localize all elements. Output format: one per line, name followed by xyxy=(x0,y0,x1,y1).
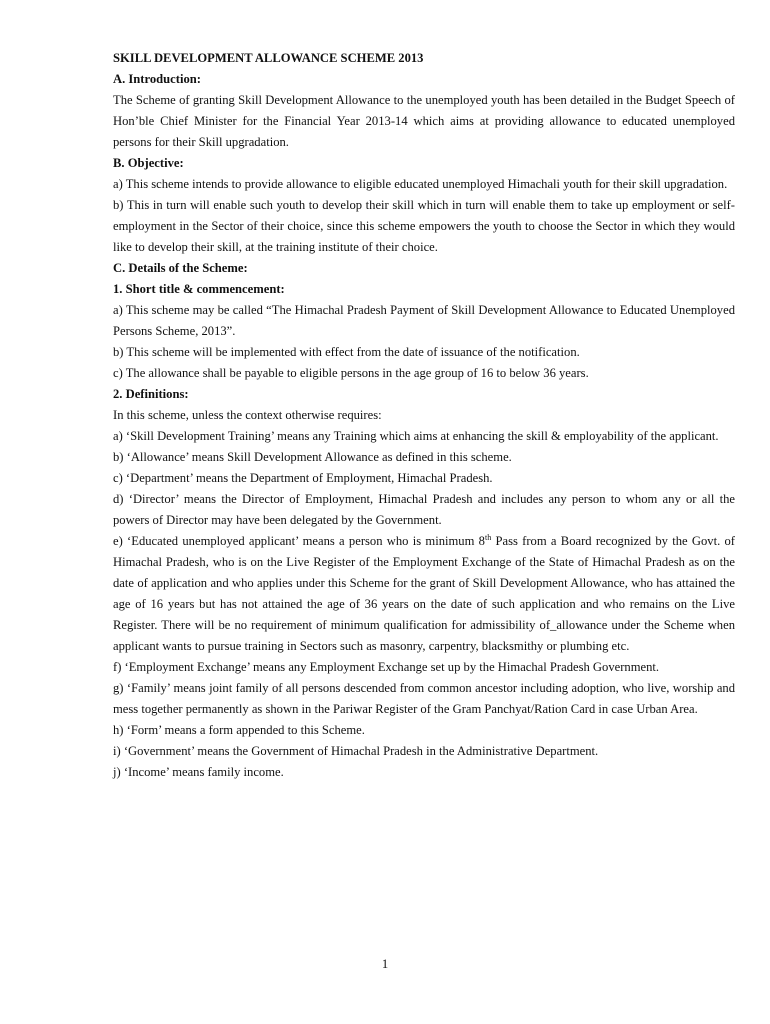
definition-e-superscript: th xyxy=(484,532,492,542)
definitions-intro: In this scheme, unless the context otherwise requires: xyxy=(113,408,382,422)
definitions-heading: 2. Definitions: xyxy=(113,387,189,401)
section-b-heading: B. Objective: xyxy=(113,156,184,170)
objective-a: a) This scheme intends to provide allowance to eligible educated unemployed Himachali youth for their skill upgradation. xyxy=(113,177,728,191)
definition-f: f) ‘Employment Exchange’ means any Employment Exchange set up by the Himachal Pradesh Government. xyxy=(113,660,660,674)
section-a-heading: A. Introduction: xyxy=(113,72,201,86)
short-title-b: b) This scheme will be implemented with effect from the date of issuance of the notification. xyxy=(113,345,580,359)
definition-a: a) ‘Skill Development Training’ means any Training which aims at enhancing the skill & employability of the applicant. xyxy=(113,429,719,443)
definition-c: c) ‘Department’ means the Department of Employment, Himachal Pradesh. xyxy=(113,471,493,485)
document-page xyxy=(113,48,735,783)
definition-j: j) ‘Income’ means family income. xyxy=(113,765,284,779)
definition-e-part2: Pass from a Board recognized by the Govt. of Himachal Pradesh, who is on the Live Register of the Employment Exchange of the State of Himachal Pradesh as on the date of application and who applies under this Scheme for the grant of Skill Development Allowance, who has attained the age of 16 years but has not attained the age of 36 years on the date of such application and who remains on the Live Register. There will be no requirement of minimum qualification for admissibility of_allowance under the Scheme when applicant wants to pursue training in Sectors such as masonry, carpentry, blacksmithy or plumbing etc. xyxy=(113,534,736,653)
short-title-heading: 1. Short title & commencement: xyxy=(113,282,285,296)
definition-g: g) ‘Family’ means joint family of all persons descended from common ancestor including adoption, who live, worship and mess together permanently as shown in the Pariwar Register of the Gram Panchyat/Ration Card in case Urban Area. xyxy=(113,681,735,716)
definition-h: h) ‘Form’ means a form appended to this Scheme. xyxy=(113,723,365,737)
definition-d: d) ‘Director’ means the Director of Employment, Himachal Pradesh and includes any person to whom any or all the powers of Director may have been delegated by the Government. xyxy=(113,492,735,527)
definition-e xyxy=(113,531,735,657)
definition-i: i) ‘Government’ means the Government of Himachal Pradesh in the Administrative Department. xyxy=(113,744,599,758)
definition-b: b) ‘Allowance’ means Skill Development Allowance as defined in this scheme. xyxy=(113,450,512,464)
objective-b: b) This in turn will enable such youth to develop their skill which in turn will enable them to take up employment or self-employment in the Sector of their choice, since this scheme empowers the youth to choose the Sector in which they would like to develop their skill, at the training institute of their choice. xyxy=(113,198,735,254)
page-number: 1 xyxy=(381,957,389,971)
definition-e-part1: e) ‘Educated unemployed applicant’ means a person who is minimum 8 xyxy=(113,534,485,548)
section-c-heading: C. Details of the Scheme: xyxy=(113,261,248,275)
short-title-c: c) The allowance shall be payable to eligible persons in the age group of 16 to below 36 years. xyxy=(113,366,589,380)
short-title-a: a) This scheme may be called “The Himachal Pradesh Payment of Skill Development Allowance to Educated Unemployed Persons Scheme, 2013”. xyxy=(113,303,735,338)
section-a-text: The Scheme of granting Skill Development Allowance to the unemployed youth has been detailed in the Budget Speech of Hon’ble Chief Minister for the Financial Year 2013-14 which aims at providing allowance to educated unemployed persons for their Skill upgradation. xyxy=(113,93,735,149)
document-title: SKILL DEVELOPMENT ALLOWANCE SCHEME 2013 xyxy=(113,51,424,65)
